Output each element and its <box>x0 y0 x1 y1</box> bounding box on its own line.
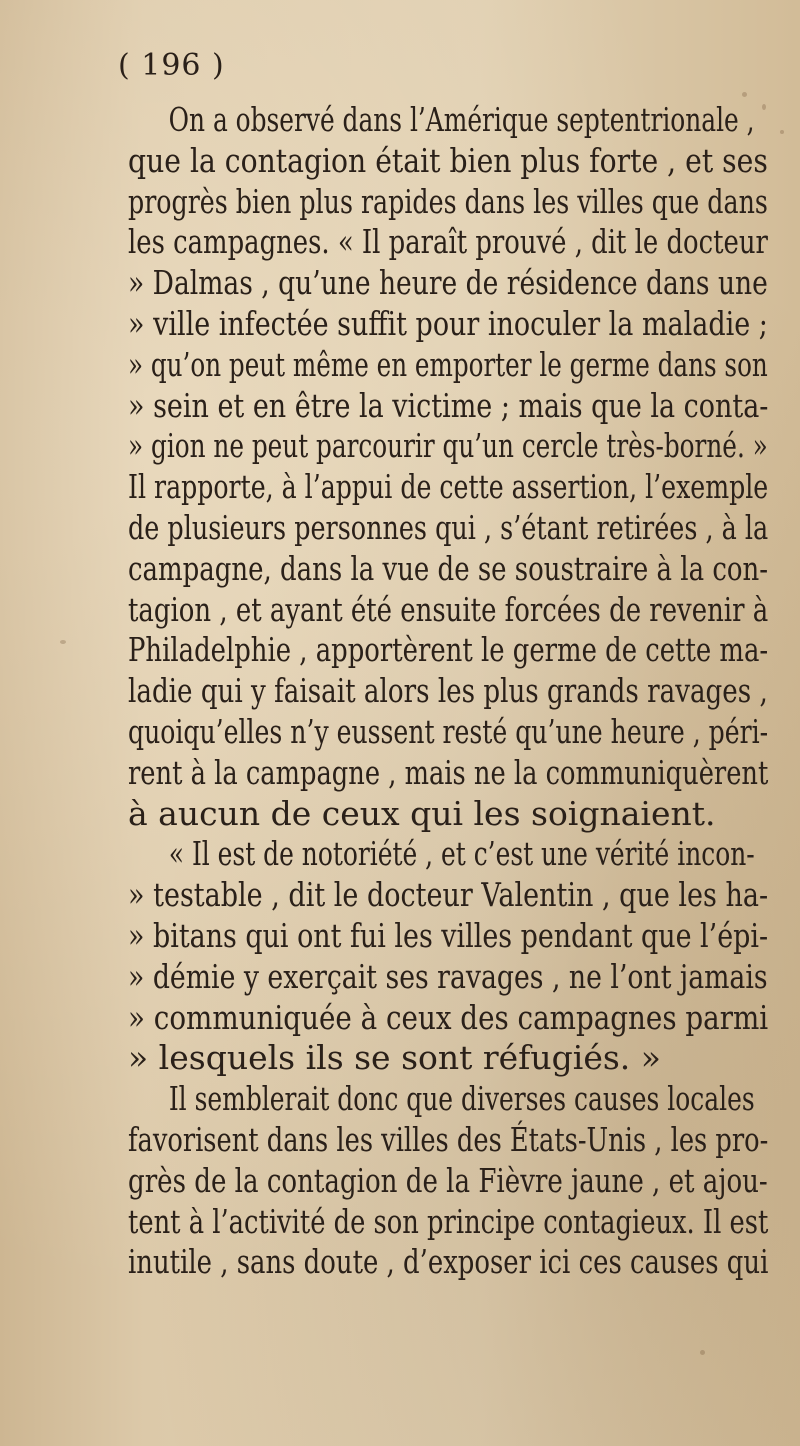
paper-speck <box>742 92 747 97</box>
text-line: progrès bien plus rapides dans les villes que dans <box>128 181 768 221</box>
text-line: Il rapporte, à l’appui de cette assertion, l’exemple <box>128 467 769 507</box>
body-text <box>128 100 768 1283</box>
text-line: On a observé dans l’Amérique septentrionale , <box>168 100 755 139</box>
text-line: Il semblerait donc que diverses causes locales <box>168 1079 755 1119</box>
text-line: » bitans qui ont fui les villes pendant que l’épi- <box>128 915 769 955</box>
text-line: » testable , dit le docteur Valentin , que les ha- <box>128 875 769 915</box>
text-line: » gion ne peut parcourir qu’un cercle très-borné. » <box>128 426 768 466</box>
paper-speck <box>700 1350 705 1355</box>
text-line: » Dalmas , qu’une heure de résidence dans une <box>128 263 768 303</box>
paper-speck <box>60 640 66 644</box>
text-line: rent à la campagne , mais ne la communiquèrent <box>128 752 769 792</box>
text-line: » sein et en être la victime ; mais que la conta- <box>128 385 769 425</box>
text-line: grès de la contagion de la Fièvre jaune , et ajou- <box>128 1160 768 1200</box>
text-line: » lesquels ils se sont réfugiés. » <box>128 1038 661 1078</box>
text-line: que la contagion était bien plus forte , et ses <box>128 140 768 180</box>
text-line: Philadelphie , apportèrent le germe de cette ma- <box>128 630 769 670</box>
page-number: ( 196 ) <box>118 48 225 83</box>
text-line: » démie y exerçait ses ravages , ne l’ont jamais <box>128 956 768 996</box>
text-line: « Il est de notoriété , et c’est une vérité incon- <box>168 834 755 874</box>
text-line: tagion , et ayant été ensuite forcées de revenir à <box>128 589 769 629</box>
text-line: inutile , sans doute , d’exposer ici ces causes qui <box>128 1242 769 1282</box>
text-line: les campagnes. « Il paraît prouvé , dit le docteur <box>128 222 768 262</box>
text-line: » ville infectée suffit pour inoculer la maladie ; <box>128 303 768 343</box>
text-line: quoiqu’elles n’y eussent resté qu’une heure , péri- <box>128 711 769 751</box>
text-line: campagne, dans la vue de se soustraire à la con- <box>128 548 769 588</box>
text-line: à aucun de ceux qui les soignaient. <box>128 793 716 833</box>
text-line: » communiquée à ceux des campagnes parmi <box>128 997 769 1037</box>
text-line: favorisent dans les villes des États-Unis , les pro- <box>128 1119 769 1159</box>
text-line: ladie qui y faisait alors les plus grands ravages , <box>128 671 768 711</box>
text-line: de plusieurs personnes qui , s’étant retirées , à la <box>128 507 769 547</box>
text-line: » qu’on peut même en emporter le germe dans son <box>128 344 768 384</box>
paper-speck <box>780 130 784 134</box>
text-line: tent à l’activité de son principe contagieux. Il est <box>128 1201 769 1241</box>
